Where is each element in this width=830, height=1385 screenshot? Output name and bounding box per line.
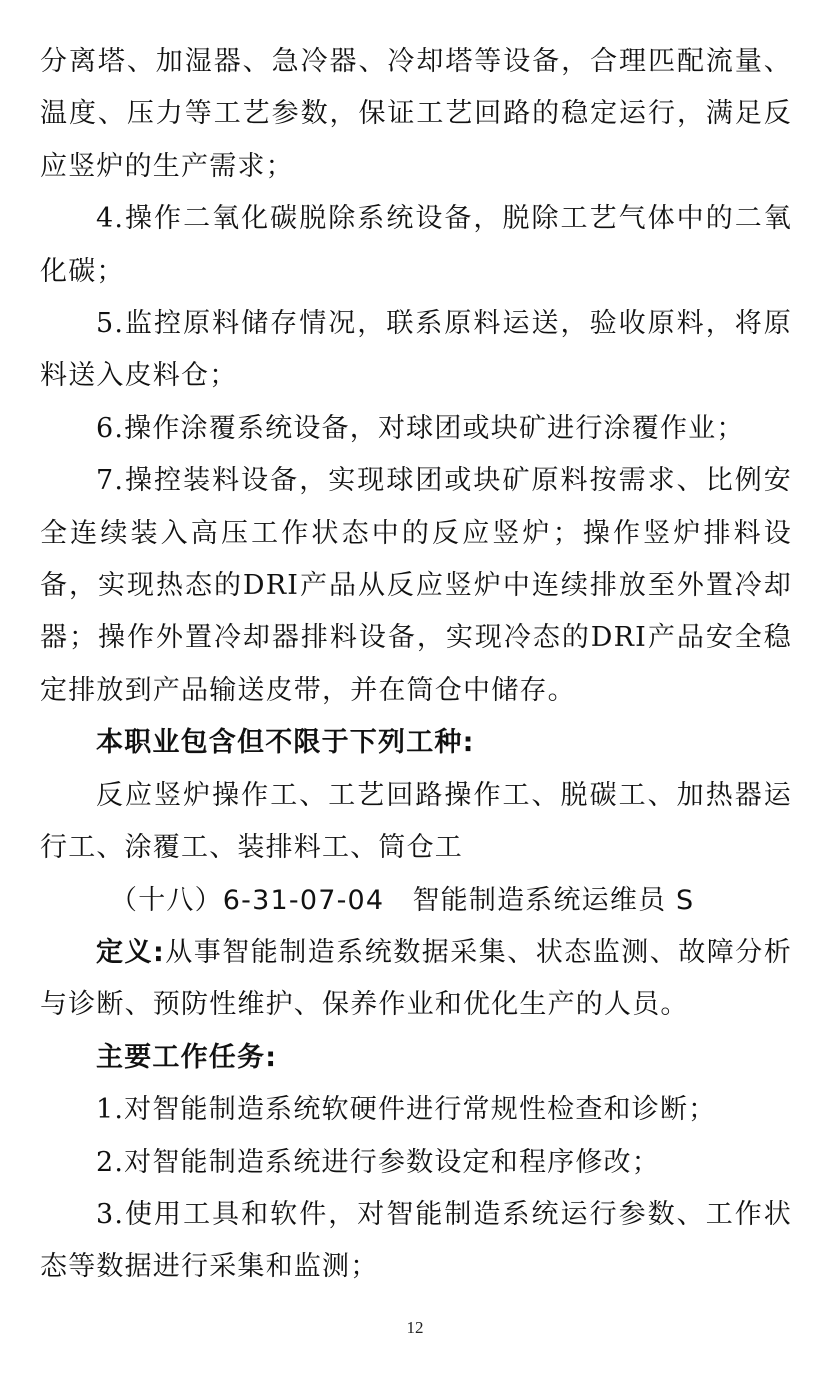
- task-item-5: 5.监控原料储存情况，联系原料运送，验收原料，将原料送入皮料仓；: [40, 308, 792, 392]
- task-item-4: 4.操作二氧化碳脱除系统设备，脱除工艺气体中的二氧化碳；: [40, 203, 792, 287]
- definition-label: 定义:: [96, 936, 165, 968]
- occupation-section-title: （十八）6-31-07-04 智能制造系统运维员 S: [110, 884, 695, 916]
- job-types-heading: 本职业包含但不限于下列工种:: [96, 727, 475, 759]
- main-tasks-heading: 主要工作任务:: [96, 1041, 278, 1073]
- definition-text: 从事智能制造系统数据采集、状态监测、故障分析与诊断、预防性维护、保养作业和优化生产的人员。: [40, 936, 792, 1021]
- task-item-3: 3.使用工具和软件，对智能制造系统运行参数、工作状态等数据进行采集和监测；: [40, 1198, 792, 1283]
- definition-paragraph: [40, 927, 792, 1032]
- task-item-6: 6.操作涂覆系统设备，对球团或块矿进行涂覆作业；: [96, 412, 745, 444]
- paragraph-equipment-operation: 分离塔、加湿器、急冷器、冷却塔等设备，合理匹配流量、温度、压力等工艺参数，保证工艺回路的稳定运行，满足反应竖炉的生产需求；: [40, 46, 792, 182]
- document-page: [40, 36, 792, 1294]
- job-types-list: 反应竖炉操作工、工艺回路操作工、脱碳工、加热器运行工、涂覆工、装排料工、筒仓工: [40, 779, 792, 864]
- task-item-1: 1.对智能制造系统软硬件进行常规性检查和诊断；: [96, 1094, 717, 1126]
- task-item-7: 7.操控装料设备，实现球团或块矿原料按需求、比例安全连续装入高压工作状态中的反应竖炉；操作竖炉排料设备，实现热态的DRI产品从反应竖炉中连续排放至外置冷却器；操作外置冷却器排料设备，实现冷态的DRI产品安全稳定排放到产品输送皮带，并在筒仓中储存。: [40, 465, 792, 706]
- task-item-2: 2.对智能制造系统进行参数设定和程序修改；: [96, 1146, 660, 1178]
- page-number: 12: [406, 1318, 424, 1337]
